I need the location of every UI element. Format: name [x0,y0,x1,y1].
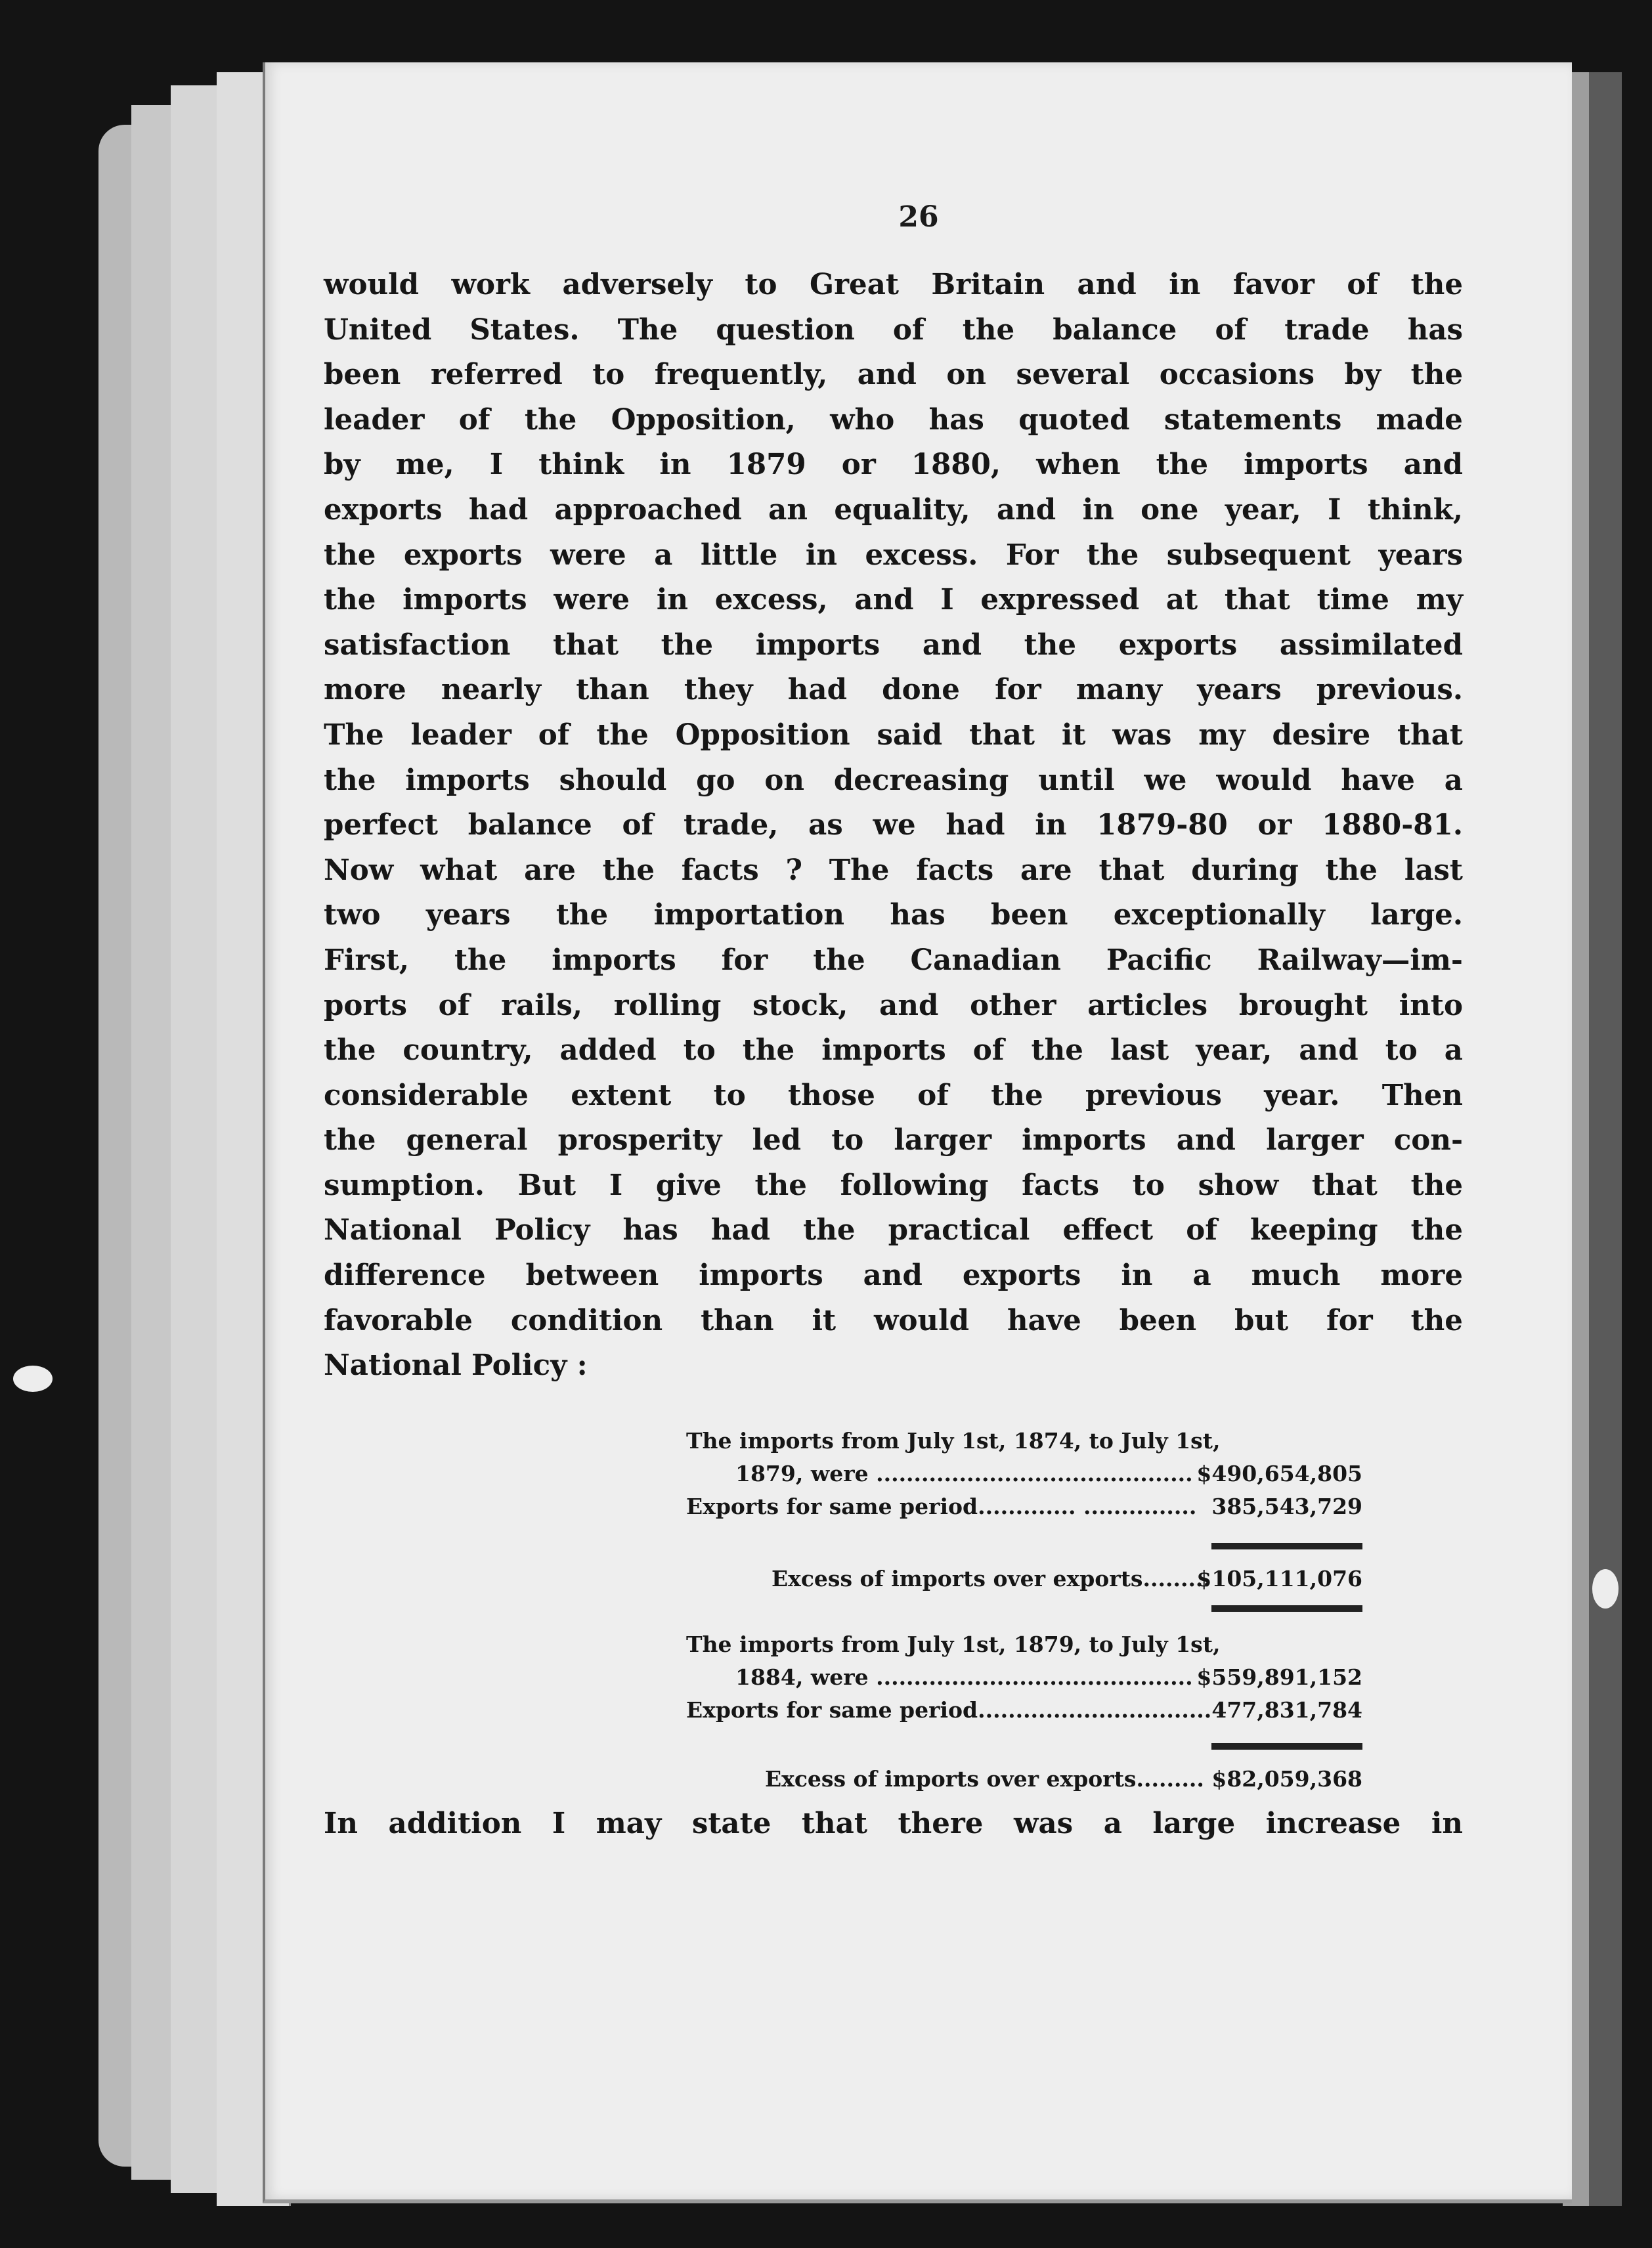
closing-line [324,1807,1463,1840]
table-label: Excess of imports over exports......... [772,1566,1211,1591]
text-line: would work adversely to Great Britain and in favor of the [324,268,1463,301]
exports-value: 477,831,784 [1211,1697,1362,1723]
text-line: ports of rails, rolling stock, and other articles brought into [324,988,1463,1022]
text-line: satisfaction that the imports and the exports assimilated [324,628,1463,662]
trade-table-1874-1879 [686,1428,1362,1618]
text-line: the imports were in excess, and I expressed at that time my [324,583,1463,617]
right-page-shadow [1589,72,1622,2206]
table-label: 1879, were .......................................... [735,1461,1193,1486]
scan-speck [13,1366,53,1392]
text-line: two years the importation has been exceptionally large. [324,898,1463,932]
text-line: the country, added to the imports of the last year, and to a [324,1033,1463,1068]
text-line: more nearly than they had done for many years previous. [324,673,1463,707]
text-line: the exports were a little in excess. For the subsequent years [324,538,1463,572]
table-rule [1211,1743,1362,1750]
text-line: considerable extent to those of the previous year. Then [324,1078,1463,1112]
scan-speck [1592,1569,1619,1609]
excess-value: $105,111,076 [1196,1566,1362,1591]
text-line: the imports should go on decreasing until we would have a [324,763,1463,797]
text-line: perfect balance of trade, as we had in 1879-80 or 1880-81. [324,808,1463,842]
text-line: the general prosperity led to larger imports and larger con- [324,1123,1463,1157]
text-line: National Policy : [324,1349,588,1383]
text-line: Now what are the facts ? The facts are that during the last [324,853,1463,887]
imports-value: $559,891,152 [1196,1664,1362,1690]
table-label: The imports from July 1st, 1874, to July 1st, [686,1428,1221,1454]
text-line: been referred to frequently, and on several occasions by the [324,358,1463,392]
exports-value: 385,543,729 [1211,1494,1362,1519]
trade-table-1879-1884 [686,1632,1362,1796]
table-label: 1884, were .......................................... [735,1664,1193,1690]
text-line: leader of the Opposition, who has quoted statements made [324,402,1463,437]
text-line: exports had approached an equality, and in one year, I think, [324,492,1463,527]
body-text [324,263,1463,1389]
text-line: United States. The question of the balance of trade has [324,313,1463,347]
table-rule [1211,1543,1362,1549]
page-number: 26 [898,200,939,234]
imports-value: $490,654,805 [1196,1461,1362,1486]
text-line: favorable condition than it would have been but for the [324,1303,1463,1337]
table-label: The imports from July 1st, 1879, to July 1st, [686,1632,1221,1657]
text-line: In addition I may state that there was a large increase in [324,1807,1463,1840]
table-label: Exports for same period............................... [686,1697,1212,1723]
text-line: difference between imports and exports in a much more [324,1259,1463,1293]
text-line: by me, I think in 1879 or 1880, when the imports and [324,448,1463,482]
text-line: National Policy has had the practical effect of keeping the [324,1213,1463,1247]
excess-value: $82,059,368 [1211,1766,1362,1792]
text-line: First, the imports for the Canadian Pacific Railway—im- [324,943,1463,977]
text-line: sumption. But I give the following facts to show that the [324,1168,1463,1202]
table-rule [1211,1605,1362,1612]
table-label: Exports for same period............. ............... [686,1494,1197,1519]
text-line: The leader of the Opposition said that it was my desire that [324,718,1463,752]
table-label: Excess of imports over exports......... [765,1766,1204,1792]
